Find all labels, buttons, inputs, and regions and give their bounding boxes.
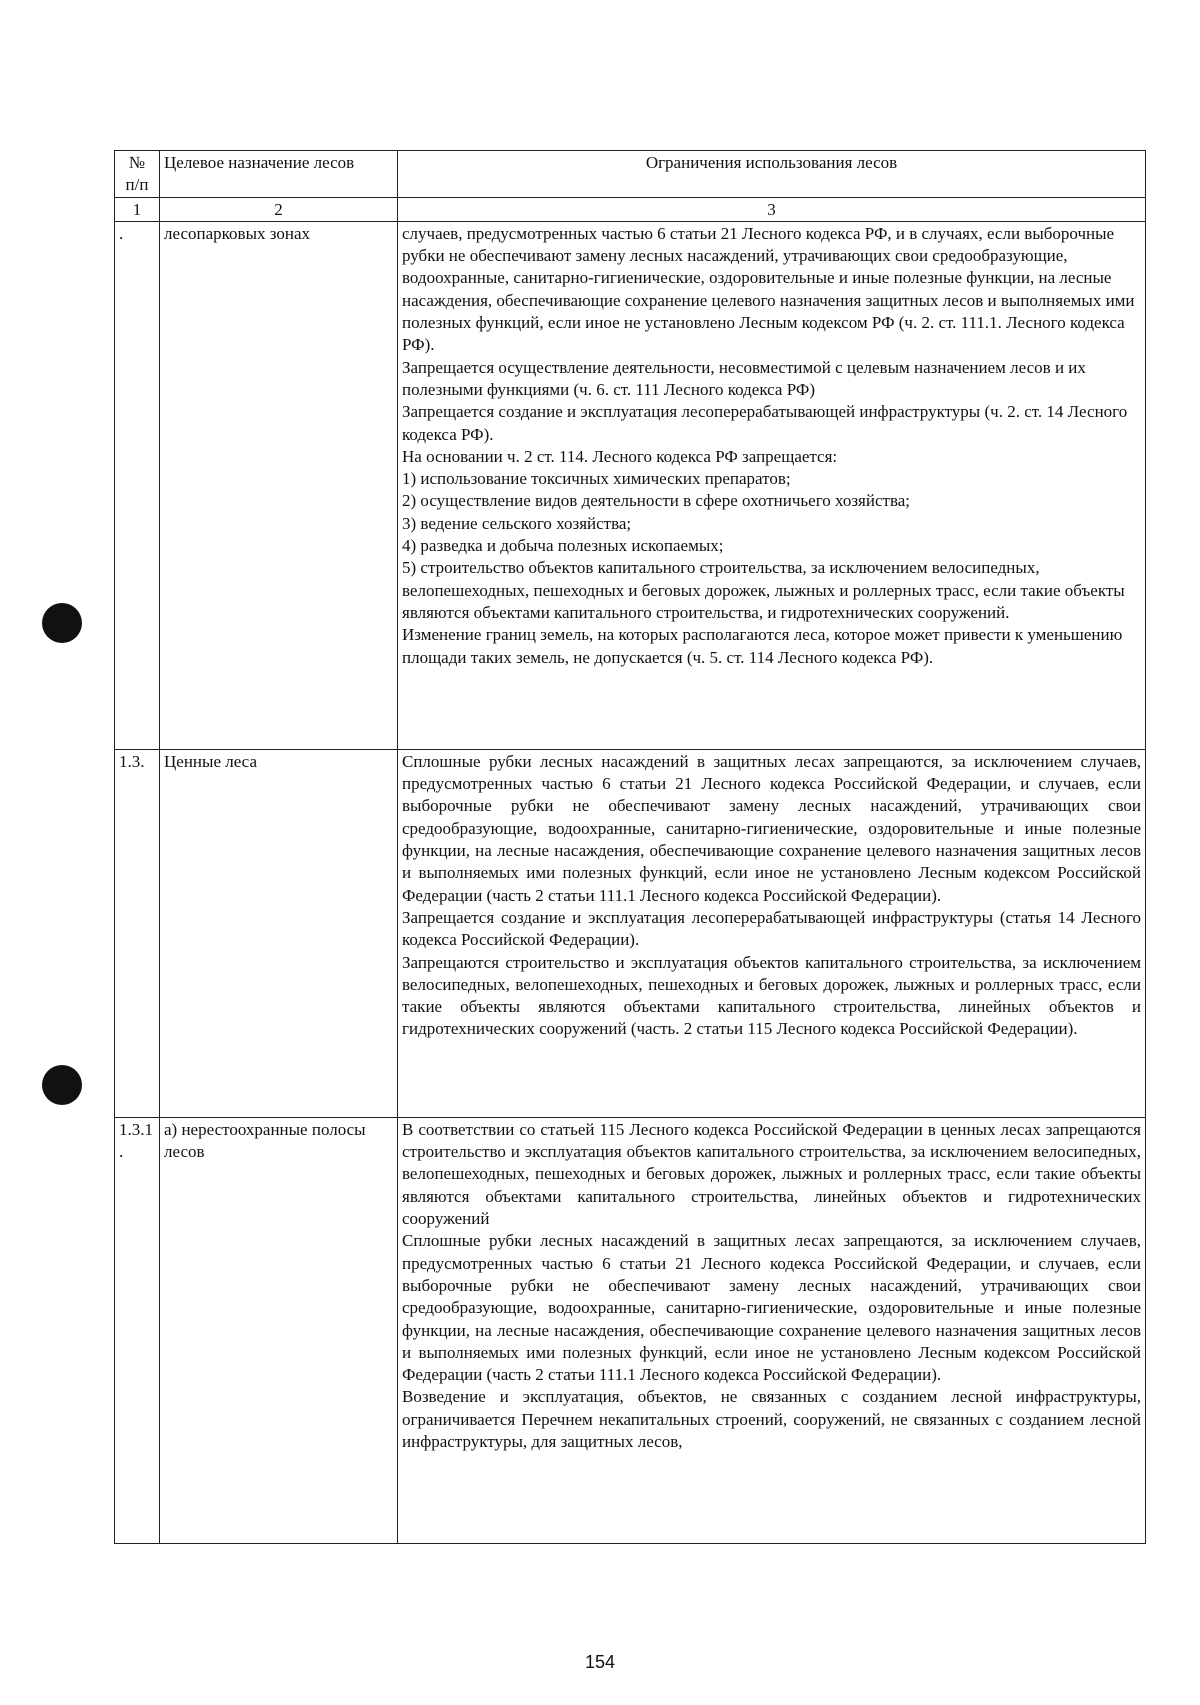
table-row <box>115 749 1146 1117</box>
table-header-row <box>115 151 1146 198</box>
column-number: 1 <box>115 197 160 221</box>
forest-restrictions-table <box>114 150 1146 1544</box>
column-number: 2 <box>160 197 398 221</box>
header-restrictions: Ограничения использования лесов <box>398 151 1146 198</box>
restriction-paragraph: Изменение границ земель, на которых располагаются леса, которое может привести к уменьшению площади таких земель, не допускается (ч. 5. ст. 114 Лесного кодекса РФ). <box>402 625 1123 667</box>
row-restrictions <box>398 221 1146 749</box>
row-purpose: а) нерестоохранные полосы лесов <box>160 1117 398 1543</box>
binder-hole-mark <box>42 1065 82 1105</box>
restriction-paragraph: В соответствии со статьей 115 Лесного кодекса Российской Федерации в ценных лесах запрещаются строительство и эксплуатация объектов капитального строительства, за исключением велосипедных, велопешеходных, пешеходных и беговых дорожек, лыжных и роллерных трасс, если такие объекты являются объектами капитального строительства, линейных объектов и гидротехнических сооружений <box>402 1119 1141 1229</box>
restriction-paragraph: Запрещается осуществление деятельности, несовместимой с целевым назначением лесов и их полезными функциями (ч. 6. ст. 111 Лесного кодекса РФ) <box>402 357 1086 399</box>
restriction-paragraph: Запрещается создание и эксплуатация лесоперерабатывающей инфраструктуры (статья 14 Лесного кодекса Российской Федерации). <box>402 907 1141 950</box>
restriction-paragraph: Возведение и эксплуатация, объектов, не связанных с созданием лесной инфраструктуры, ограничивается Перечнем некапитальных строений, сооружений, не связанных с созданием лесной инфраструктуры, для защитных лесов, <box>402 1387 1141 1452</box>
column-numbers-row <box>115 197 1146 221</box>
row-restrictions <box>398 1117 1146 1543</box>
binder-hole-mark <box>42 603 82 643</box>
row-number: . <box>115 221 160 749</box>
restriction-paragraph: Сплошные рубки лесных насаждений в защитных лесах запрещаются, за исключением случаев, предусмотренных частью 6 статьи 21 Лесного кодекса Российской Федерации, и случаев, если выборочные рубки не обеспечивают замену лесных насаждений, утрачивающих свои средообразующие, водоохранные, санитарно-гигиенические, оздоровительные и иные полезные функции, на лесные насаждения, обеспечивающие сохранение целевого назначения защитных лесов и выполняемых ими полезных функций, если иное не установлено Лесным кодексом Российской Федерации (часть 2 статьи 111.1 Лесного кодекса Российской Федерации). <box>402 1231 1141 1385</box>
table-row <box>115 221 1146 749</box>
column-number: 3 <box>398 197 1146 221</box>
row-purpose: лесопарковых зонах <box>160 221 398 749</box>
row-number: 1.3. <box>115 749 160 1117</box>
restriction-list-item: 1) использование токсичных химических препаратов; <box>402 469 791 489</box>
restriction-paragraph: На основании ч. 2 ст. 114. Лесного кодекса РФ запрещается: <box>402 446 838 466</box>
page-number: 154 <box>584 1652 616 1672</box>
restriction-list-item: 3) ведение сельского хозяйства; <box>402 513 632 533</box>
row-purpose: Ценные леса <box>160 749 398 1117</box>
restriction-list-item: 5) строительство объектов капитального строительства, за исключением велосипедных, велопешеходных, пешеходных и беговых дорожек, лыжных и роллерных трасс, если такие объекты являются объектами капитального строительства, и гидротехнических сооружений. <box>402 558 1125 622</box>
restriction-paragraph: Сплошные рубки лесных насаждений в защитных лесах запрещаются, за исключением случаев, предусмотренных частью 6 статьи 21 Лесного кодекса Российской Федерации, и случаев, если выборочные рубки не обеспечивают замену лесных насаждений, утрачивающих свои средообразующие, водоохранные, санитарно-гигиенические, оздоровительные и иные полезные функции, на лесные насаждения, обеспечивающие сохранение целевого назначения защитных лесов и выполняемых ими полезных функций, если иное не установлено Лесным кодексом Российской Федерации (часть 2 статьи 111.1 Лесного кодекса Российской Федерации). <box>402 751 1141 905</box>
restriction-paragraph: случаев, предусмотренных частью 6 статьи 21 Лесного кодекса РФ, и в случаях, если выборочные рубки не обеспечивают замену лесных насаждений, утрачивающих свои средообразующие, водоохранные, санитарно-гигиенические, оздоровительные и иные полезные функции, на лесные насаждения, обеспечивающие сохранение целевого назначения защитных лесов и выполняемых ими полезных функций, если иное не установлено Лесным кодексом РФ (ч. 2. ст. 111.1. Лесного кодекса РФ). <box>402 223 1135 355</box>
row-number: 1.3.1 . <box>115 1117 160 1543</box>
row-restrictions <box>398 749 1146 1117</box>
restriction-paragraph: Запрещается создание и эксплуатация лесоперерабатывающей инфраструктуры (ч. 2. ст. 14 Лесного кодекса РФ). <box>402 402 1128 444</box>
restriction-list-item: 2) осуществление видов деятельности в сфере охотничьего хозяйства; <box>402 491 911 511</box>
header-purpose: Целевое назначение лесов <box>160 151 398 198</box>
restriction-paragraph: Запрещаются строительство и эксплуатация объектов капитального строительства, за исключением велосипедных, велопешеходных, пешеходных и беговых дорожек, лыжных и роллерных трасс, если такие объекты являются объектами капитального строительства, линейных объектов и гидротехнических сооружений (часть. 2 статьи 115 Лесного кодекса Российской Федерации). <box>402 952 1141 1039</box>
table-row <box>115 1117 1146 1543</box>
restriction-list-item: 4) разведка и добыча полезных ископаемых; <box>402 536 724 556</box>
header-number: № п/п <box>115 151 160 198</box>
